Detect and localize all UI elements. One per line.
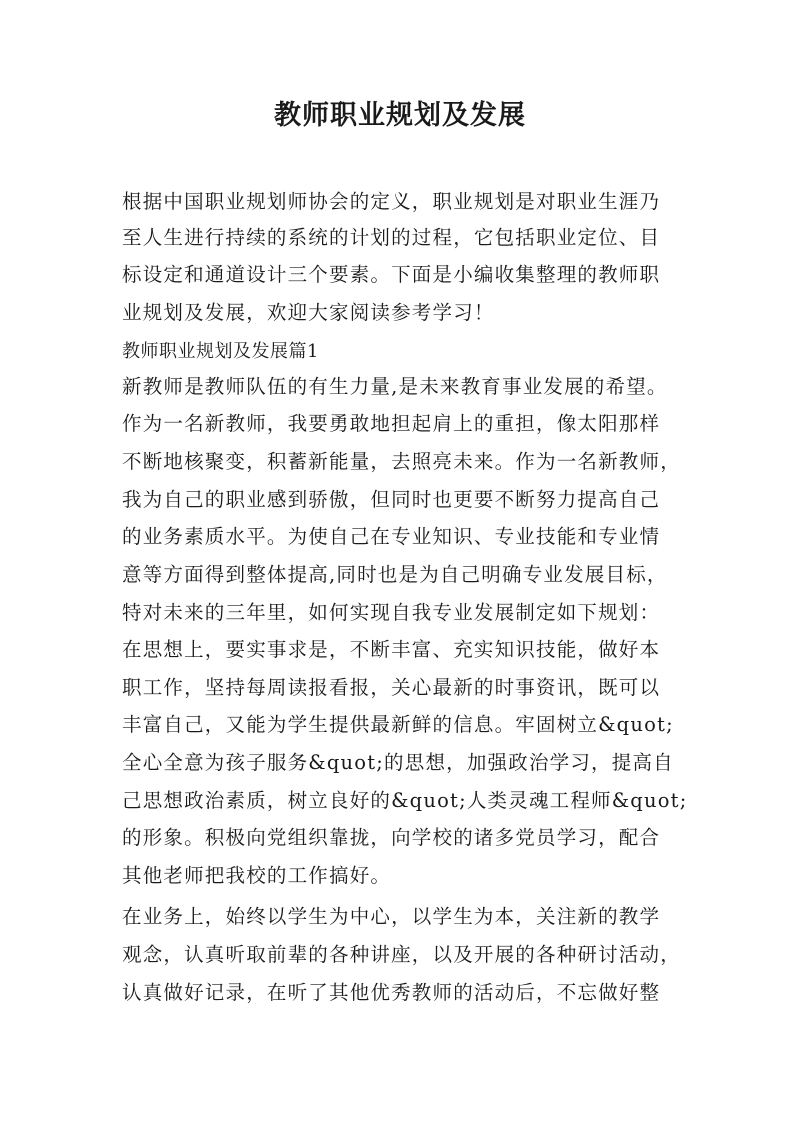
body-line-5: 的业务素质水平。为使自己在专业知识、专业技能和专业情 [122, 525, 661, 548]
body-line-6: 意等方面得到整体提高,同时也是为自己明确专业发展目标， [122, 563, 668, 586]
body-line-16: 观念，认真听取前辈的各种讲座，以及开展的各种研讨活动， [122, 943, 681, 966]
intro-line-4: 业规划及发展，欢迎大家阅读参考学习！ [122, 301, 495, 324]
body-line-2: 作为一名新教师，我要勇敢地担起肩上的重担，像太阳那样 [122, 412, 661, 435]
body-line-13: 的形象。积极向党组织靠拢，向学校的诸多党员学习，配合 [122, 826, 661, 849]
intro-line-2: 至人生进行持续的系统的计划的过程，它包括职业定位、目 [122, 226, 661, 249]
body-line-12: 己思想政治素质，树立良好的&quot;人类灵魂工程师&quot; [122, 789, 688, 812]
body-line-17: 认真做好记录，在听了其他优秀教师的活动后，不忘做好整 [122, 981, 661, 1004]
body-line-7: 特对未来的三年里，如何实现自我专业发展制定如下规划： [122, 601, 661, 624]
intro-line-1: 根据中国职业规划师协会的定义，职业规划是对职业生涯乃 [122, 190, 661, 213]
intro-line-3: 标设定和通道设计三个要素。下面是小编收集整理的教师职 [122, 263, 661, 286]
body-line-8: 在思想上，要实事求是，不断丰富、充实知识技能，做好本 [122, 638, 661, 661]
body-line-10: 丰富自己，又能为学生提供最新鲜的信息。牢固树立&quot; [122, 713, 674, 736]
body-line-1: 新教师是教师队伍的有生力量,是未来教育事业发展的希望。 [122, 375, 668, 398]
document-title: 教师职业规划及发展 [274, 100, 526, 131]
body-line-3: 不断地核聚变，积蓄新能量，去照亮未来。作为一名新教师， [122, 450, 681, 473]
body-line-14: 其他老师把我校的工作搞好。 [122, 864, 392, 887]
body-line-15: 在业务上，始终以学生为中心，以学生为本，关注新的教学 [122, 905, 661, 928]
body-line-9: 职工作，坚持每周读报看报，关心最新的时事资讯，既可以 [122, 676, 661, 699]
body-line-4: 我为自己的职业感到骄傲，但同时也更要不断努力提高自己 [122, 488, 661, 511]
body-line-11: 全心全意为孩子服务&quot;的思想，加强政治学习，提高自 [122, 751, 674, 774]
section-heading: 教师职业规划及发展篇1 [122, 341, 319, 362]
